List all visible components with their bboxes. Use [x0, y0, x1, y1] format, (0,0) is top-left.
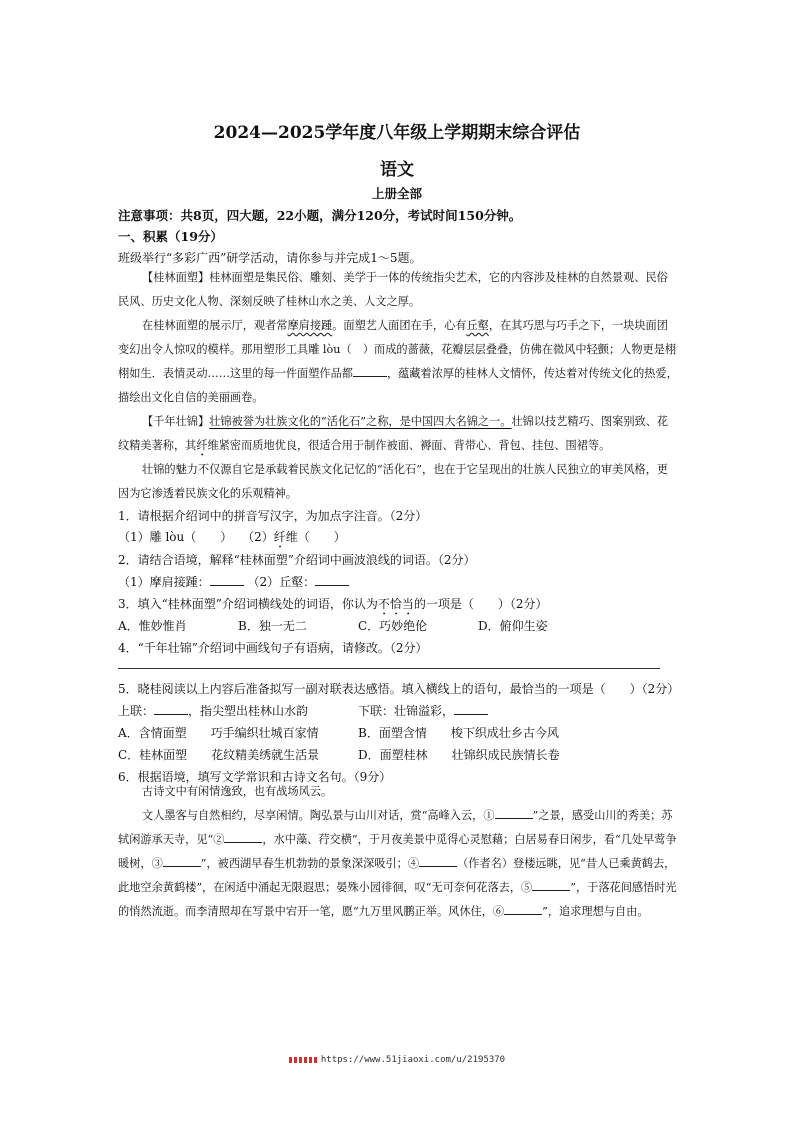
- question-5-options-row1: [118, 724, 678, 740]
- text: ，蕴藏着浓厚的桂林人文情怀，传达着对传统文化的热爱，描绘出文化自信的美丽画卷。: [118, 367, 678, 404]
- question-3: [118, 595, 548, 618]
- question-4: 4．“千年壮锦”介绍词中画线句子有语病，请修改。（2分）: [118, 641, 428, 655]
- text: ⑥: [492, 905, 505, 918]
- scope-label: 上册全部: [371, 186, 422, 201]
- q1-part-b[interactable]: 维（ ）: [285, 530, 346, 544]
- text: 秀美；苏轼闲游承天寺，见“②: [118, 809, 673, 846]
- question-6-passage: [118, 804, 678, 924]
- text: 壮锦以技艺精巧、图案别致、花纹精美著称，其: [118, 415, 669, 452]
- answer-blank[interactable]: [154, 702, 188, 715]
- question-1: 1．请根据介绍词中的拼音写汉字，为加点字注音。（2分）: [118, 509, 428, 523]
- text: 看“几处早莺争暖树，③: [118, 833, 677, 870]
- paragraph-guilin-hall: [118, 314, 678, 410]
- text: 见“昔人已乘黄鹤去，此地空余黄鹤楼”，在闲适中涌起无限遐思；晏殊小园徘徊，叹“无可奈何花落去，: [118, 857, 676, 894]
- text: 在桂林面塑的展示厅，观者常: [142, 319, 288, 332]
- text: ⑤: [521, 881, 533, 894]
- question-3-options: [118, 617, 678, 633]
- text: 上联：: [118, 704, 155, 718]
- site-logo-icon: [289, 1057, 317, 1063]
- text: ，水中藻、荇交横”，于月夜美景中觅得心灵慰藉；白居易春日闲步，: [262, 833, 604, 846]
- text: 3．填入“桂林面塑”介绍词横线处的词语，你认为: [118, 597, 378, 611]
- answer-blank[interactable]: [454, 702, 488, 715]
- answer-blank-6[interactable]: [504, 902, 542, 915]
- lower-line: [358, 702, 488, 719]
- answer-blank[interactable]: [353, 364, 387, 377]
- footer-url[interactable]: https://www.51jiaoxi.com/u/2195370: [320, 1055, 506, 1065]
- text: ”，追求理想与自由。: [542, 905, 649, 918]
- text: ”，于落花间感悟时光的悄然流逝。而李清照却在写景中宕开一笔，愿“九万里风鹏正举。风休住，: [118, 881, 677, 918]
- answer-blank-1[interactable]: [495, 806, 533, 819]
- option-b[interactable]: B．独一无二: [238, 619, 307, 633]
- text: ，指尖塑出桂林山水韵: [188, 704, 309, 718]
- text: （作者名）登楼远眺，: [457, 857, 569, 870]
- answer-blank-3[interactable]: [163, 854, 201, 867]
- upper-line: [118, 702, 308, 719]
- text: 维紧密而质地优良，很适合用于制作被面、褥面、背带心、背包、挂包、围裙等。: [207, 439, 611, 452]
- exam-title: 2024—2025学年度八年级上学期期末综合评估: [213, 123, 581, 143]
- question-2-parts: [118, 573, 349, 590]
- answer-blank-5[interactable]: [532, 878, 570, 891]
- option-c[interactable]: C．巧妙绝伦: [358, 619, 428, 633]
- text: 。面塑艺人面团在手，心有: [332, 319, 467, 332]
- paragraph-zhuangjin: [118, 410, 678, 459]
- option-c[interactable]: C．桂林面塑 花纹精美绣就生活景: [118, 748, 320, 762]
- text: 下联：壮锦溢彩，: [358, 704, 455, 718]
- section-intro: 班级举行“多彩广西”研学活动，请你参与并完成1～5题。: [118, 251, 422, 265]
- question-6: 6．根据语境，填写文学常识和古诗文名句。（9分）: [118, 770, 392, 784]
- answer-blank[interactable]: [315, 573, 349, 586]
- question-2: 2．请结合语境，解释“桂林面塑”介绍词中画波浪线的词语。（2分）: [118, 553, 476, 567]
- answer-blank-2[interactable]: [224, 830, 262, 843]
- dotted-char: 纤: [196, 439, 208, 452]
- text: （2）: [242, 530, 274, 544]
- text: （2）丘壑：: [247, 575, 316, 589]
- dotted-phrase: 不恰当: [377, 597, 414, 611]
- footer-watermark: [0, 1055, 794, 1065]
- paragraph-guilin-intro: 【桂林面塑】桂林面塑是集民俗、雕刻、美学于一体的传统指尖艺术，它的内容涉及桂林的自然景观、民俗民风、历史文化人物、深刻反映了桂林山水之美、人文之厚。: [118, 271, 668, 308]
- question-5-options-row2: [118, 746, 678, 762]
- text: ”之景，感受山川的: [532, 809, 628, 822]
- subject-title: 语文: [380, 160, 414, 180]
- text: ，在其巧思与巧手之下，一块块面团变幻出令人惊叹的模样。那用塑形工具雕 lòu（ ）而成的蔷薇，花瓣层层叠叠，仿佛在微风中轻颤；人物更是栩栩如生．表情灵动……这里的每一件面塑作品都: [118, 319, 677, 380]
- text: ”，被西湖早春生机勃勃的景象深深吸引；④: [200, 857, 420, 870]
- question-5-couplet: [118, 702, 678, 718]
- answer-blank[interactable]: [210, 573, 244, 586]
- underlined-sentence: 壮锦被誉为壮族文化的“活化石”之称，是中国四大名锦之一。: [209, 415, 512, 428]
- question-1-parts: [118, 528, 346, 551]
- text: 【千年壮锦】: [142, 415, 210, 428]
- paragraph-zhuangjin-charm: 壮锦的魅力不仅源自它是承载着民族文化记忆的“活化石”，也在于它呈现出的壮族人民独立的审美风格，更因为它渗透着民族文化的乐观精神。: [118, 463, 669, 500]
- dotted-char: 纤: [273, 530, 286, 544]
- text: 文人墨客与自然相约，尽享闲情。陶弘景与山川对话，赏“高峰入云，①: [142, 809, 495, 822]
- section-heading: 一、积累（19分）: [118, 229, 223, 244]
- option-a[interactable]: A．惟妙惟肖: [118, 619, 187, 633]
- exam-notice: 注意事项：共8页，四大题，22小题，满分120分，考试时间150分钟。: [118, 208, 522, 223]
- question-6-lead: 古诗文中有闲情逸致，也有战场风云。: [142, 785, 333, 798]
- q1-part-a[interactable]: （1）雕 lòu（ ）: [118, 530, 233, 544]
- answer-blank-4[interactable]: [419, 854, 457, 867]
- text: 的一项是（ ）（2分）: [413, 597, 548, 611]
- option-d[interactable]: D．俯仰生姿: [478, 619, 548, 633]
- wavy-word-1: 摩肩接踵: [287, 319, 333, 332]
- wavy-word-2: 丘壑: [466, 319, 489, 332]
- option-b[interactable]: B．面塑含情 梭下织成壮乡古今风: [358, 726, 559, 740]
- answer-line[interactable]: [118, 668, 660, 669]
- text: （1）摩肩接踵：: [118, 575, 210, 589]
- option-d[interactable]: D．面塑桂林 壮锦织成民族情长卷: [358, 748, 560, 762]
- option-a[interactable]: A．含情面塑 巧手编织壮城百家情: [118, 726, 319, 740]
- question-5: 5．晓桂阅读以上内容后准备拟写一副对联表达感悟。填入横线上的语句，最恰当的一项是（ ）（2分）: [118, 682, 680, 696]
